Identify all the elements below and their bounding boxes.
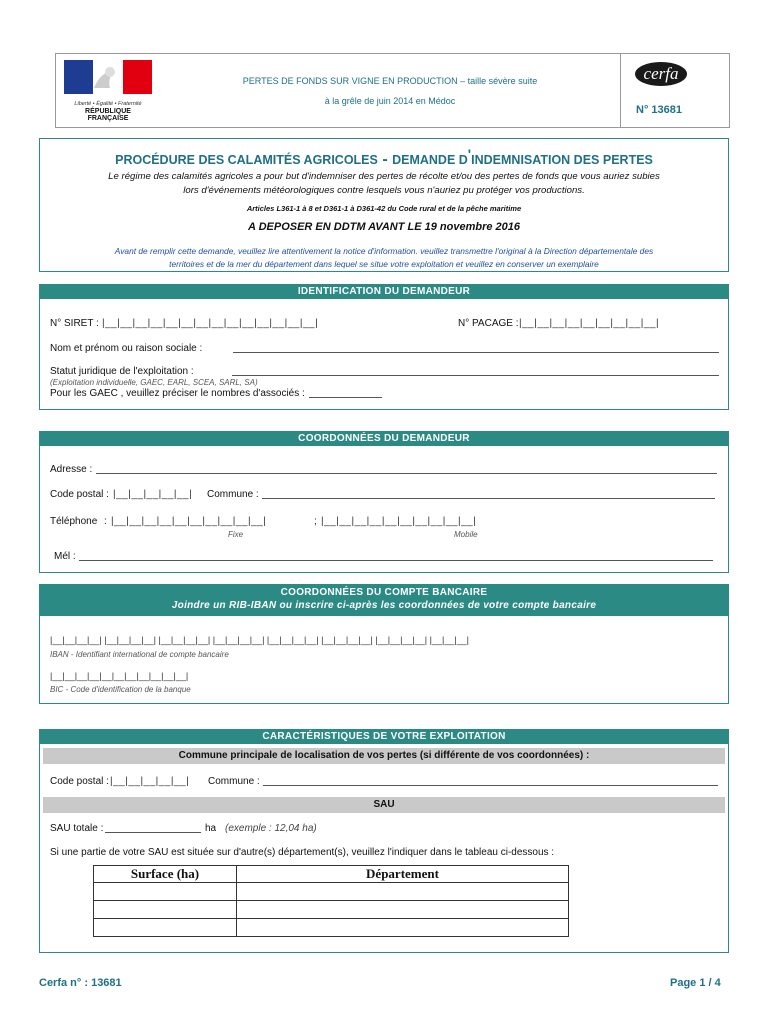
departement-cell[interactable]	[237, 883, 569, 901]
surface-cell[interactable]	[94, 919, 237, 937]
commune-field[interactable]	[262, 498, 715, 499]
deadline: A DEPOSER EN DDTM AVANT LE 19 novembre 2016	[247, 221, 520, 233]
telephone-separator: ;	[314, 516, 317, 527]
siret-label: N° SIRET :	[50, 318, 99, 329]
cp-label: Code postal :	[50, 489, 109, 500]
articles-reference: Articles L361-1 à 8 et D361-1 à D361-42 du Code rural et de la pêche maritime	[246, 204, 522, 213]
statut-label: Statut juridique de l'exploitation :	[50, 366, 194, 377]
pacage-field[interactable]: |__|__|__|__|__|__|__|__|__|	[519, 318, 660, 329]
sau-unit: ha	[205, 823, 217, 834]
exploitation-header: CARACTÉRISTIQUES DE VOTRE EXPLOITATION	[39, 729, 729, 744]
header-subtitle-line1: PERTES DE FONDS SUR VIGNE EN PRODUCTION – taille sévère suite	[242, 76, 538, 86]
logo-motto: Liberté • Égalité • Fraternité	[74, 101, 142, 107]
bic-field[interactable]: |__|__|__|__|__|__|__|__|__|__|__|	[50, 671, 189, 681]
telephone-mobile-field[interactable]: |__|__|__|__|__|__|__|__|__|__|	[321, 516, 477, 527]
nom-label: Nom et prénom ou raison sociale :	[50, 343, 203, 354]
header-frame	[55, 53, 730, 128]
commune-label: Commune :	[207, 489, 259, 500]
table-row	[94, 901, 569, 919]
notice-line2: territoires et de la mer du département dans lequel se situe votre exploitation et veuillez en conserver un exemplaire	[169, 259, 599, 269]
notice-line1: Avant de remplir cette demande, veuillez lire attentivement la notice d'information. veuillez transmettre l'original à la Direction départementale des	[114, 246, 654, 256]
intro-paragraph-line1: Le régime des calamités agricoles a pour but d'indemniser des pertes de récolte et/ou des pertes de fonds que vous auriez subies	[108, 171, 660, 182]
surface-departement-table	[93, 865, 569, 937]
header-subtitle-line2: à la grêle de juin 2014 en Médoc	[324, 96, 456, 106]
identification-header: IDENTIFICATION DU DEMANDEUR	[39, 284, 729, 299]
title-part-b: DEMANDE D	[392, 153, 468, 168]
footer-page-number: Page 1 / 4	[670, 977, 721, 989]
title-part-a: PROCÉDURE DES CALAMITÉS AGRICOLES	[115, 153, 378, 168]
cp-field[interactable]: |__|__|__|__|__|	[113, 489, 193, 500]
sau-other-label: Si une partie de votre SAU est située sur d'autre(s) département(s), veuillez l'indiquer dans le tableau ci-dessous :	[50, 847, 555, 858]
iban-label: IBAN - Identifiant international de compte bancaire	[50, 650, 229, 659]
table-row	[94, 883, 569, 901]
surface-cell[interactable]	[94, 901, 237, 919]
bancaire-header-title: COORDONNÉES DU COMPTE BANCAIRE	[280, 587, 488, 598]
departement-cell[interactable]	[237, 901, 569, 919]
gaec-label: Pour les GAEC , veuillez préciser le nombres d'associés :	[50, 388, 305, 399]
bic-label: BIC - Code d'identification de la banque	[50, 685, 191, 694]
form-number: N° 13681	[636, 104, 682, 116]
coordonnees-header: COORDONNÉES DU DEMANDEUR	[39, 431, 729, 446]
telephone-colon: :	[104, 516, 107, 527]
mel-label: Mél :	[54, 551, 76, 562]
surface-cell[interactable]	[94, 883, 237, 901]
commune-principale-header: Commune principale de localisation de vos pertes (si différente de vos coordonnées) :	[43, 748, 725, 764]
title-apostrophe: '	[467, 146, 472, 162]
adresse-label: Adresse :	[50, 464, 93, 475]
statut-hint: (Exploitation individuelle, GAEC, EARL, SCEA, SARL, SA)	[50, 378, 258, 387]
sau-total-field[interactable]	[105, 832, 201, 833]
cerfa-logo-text: cerfa	[643, 64, 679, 83]
republique-francaise-logo	[64, 60, 152, 122]
logo-republique: RÉPUBLIQUE FRANÇAISE	[85, 108, 131, 122]
title-part-c: INDEMNISATION DES PERTES	[471, 153, 653, 168]
intro-paragraph-line2: lors d'événements météorologiques contre lesquels vous n'auriez pu protéger vos productions.	[183, 185, 585, 196]
footer-cerfa-ref: Cerfa n° : 13681	[39, 977, 122, 989]
sau-total-label: SAU totale :	[50, 823, 104, 834]
page-title	[39, 146, 729, 169]
title-dash: -	[377, 151, 393, 169]
siret-field[interactable]: |__|__|__|__|__|__|__|__|__|__|__|__|__|__|	[102, 318, 319, 329]
surface-column-header: Surface (ha)	[94, 866, 237, 883]
table-row	[94, 919, 569, 937]
table-header-row	[94, 866, 569, 883]
telephone-fixe-field[interactable]: |__|__|__|__|__|__|__|__|__|__|	[111, 516, 267, 527]
sau-header: SAU	[43, 797, 725, 813]
fixe-label: Fixe	[228, 530, 244, 539]
sau-example: (exemple : 12,04 ha)	[225, 823, 317, 834]
nom-field[interactable]	[233, 352, 719, 353]
departement-cell[interactable]	[237, 919, 569, 937]
exploitation-commune-field[interactable]	[263, 785, 718, 786]
bancaire-header-instruction: Joindre un RIB-IBAN ou inscrire ci-après les coordonnées de votre compte bancaire	[171, 600, 597, 611]
exploitation-cp-label: Code postal :	[50, 776, 109, 787]
exploitation-commune-label: Commune :	[208, 776, 260, 787]
pacage-label: N° PACAGE :	[458, 318, 519, 329]
mobile-label: Mobile	[454, 530, 478, 539]
bancaire-header	[39, 584, 729, 616]
iban-field[interactable]: |__|__|__|__| |__|__|__|__| |__|__|__|__| |__|__|__|__| |__|__|__|__| |__|__|__|__| |__|__|__|__| |__|__|__|	[50, 635, 470, 645]
telephone-label: Téléphone	[50, 516, 98, 527]
marianne-icon	[64, 60, 152, 94]
coordonnees-box	[39, 431, 729, 573]
exploitation-cp-field[interactable]: |__|__|__|__|__|	[110, 776, 190, 787]
header-divider	[620, 53, 621, 128]
adresse-field[interactable]	[96, 473, 717, 474]
departement-column-header: Département	[237, 866, 569, 883]
gaec-field[interactable]	[309, 397, 382, 398]
cerfa-logo	[635, 62, 687, 86]
statut-field[interactable]	[232, 375, 719, 376]
mel-field[interactable]	[79, 560, 713, 561]
